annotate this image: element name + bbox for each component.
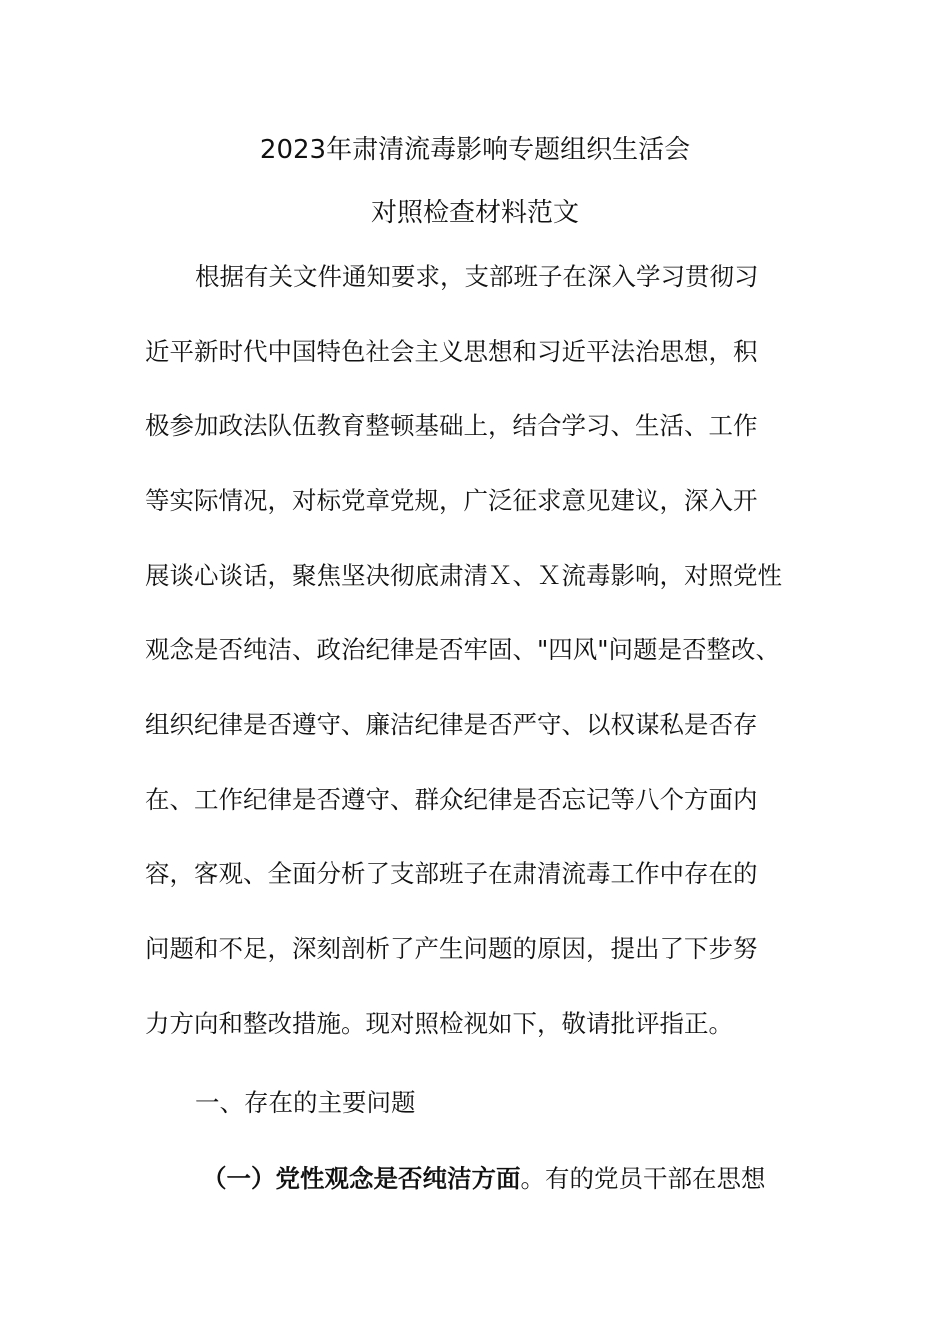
intro-paragraph-line-11: 力方向和整改措施。现对照检视如下，敬请批评指正。 xyxy=(145,1009,733,1038)
section-heading-1: 一、存在的主要问题 xyxy=(195,1088,416,1117)
intro-paragraph-line-6: 观念是否纯洁、政治纪律是否牢固、"四风"问题是否整改、 xyxy=(145,635,781,664)
intro-paragraph-line-9: 容，客观、全面分析了支部班子在肃清流毒工作中存在的 xyxy=(145,859,758,888)
subsection-1-number: （一） xyxy=(202,1164,276,1193)
intro-paragraph-line-5: 展谈心谈话，聚焦坚决彻底肃清Ｘ、Ｘ流毒影响，对照党性 xyxy=(145,561,782,590)
subsection-1-text: 。有的党员干部在思想 xyxy=(520,1164,766,1193)
intro-paragraph-line-4: 等实际情况，对标党章党规，广泛征求意见建议，深入开 xyxy=(145,486,758,515)
intro-paragraph-line-8: 在、工作纪律是否遵守、群众纪律是否忘记等八个方面内 xyxy=(145,785,758,814)
intro-paragraph-line-10: 问题和不足，深刻剖析了产生问题的原因，提出了下步努 xyxy=(145,934,758,963)
subsection-1-heading: 党性观念是否纯洁方面 xyxy=(275,1164,521,1193)
subsection-1-line xyxy=(202,1162,807,1196)
document-title-line-1: 2023年肃清流毒影响专题组织生活会 xyxy=(259,135,691,165)
intro-paragraph-line-2: 近平新时代中国特色社会主义思想和习近平法治思想，积 xyxy=(145,337,758,366)
intro-paragraph-line-3: 极参加政法队伍教育整顿基础上，结合学习、生活、工作 xyxy=(145,411,758,440)
intro-paragraph-line-7: 组织纪律是否遵守、廉洁纪律是否严守、以权谋私是否存 xyxy=(145,710,758,739)
document-title-line-2: 对照检查材料范文 xyxy=(370,198,579,228)
intro-paragraph-line-1: 根据有关文件通知要求，支部班子在深入学习贯彻习 xyxy=(195,262,759,291)
